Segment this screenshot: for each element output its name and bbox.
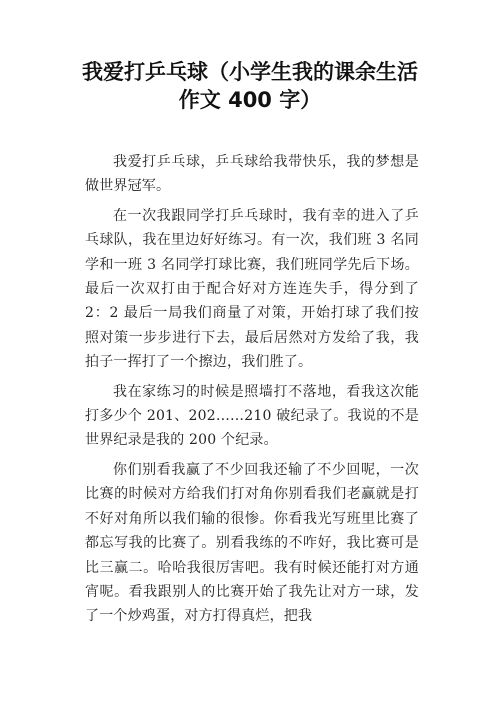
paragraph: 我在家练习的时候是照墙打不落地，看我这次能打多少个 201、202……210 破纪录了。我说的不是世界纪录是我的 200 个纪录。 bbox=[85, 383, 419, 449]
paragraph: 我爱打乒乓球，乒乓球给我带快乐，我的梦想是做世界冠军。 bbox=[85, 154, 419, 195]
article-body bbox=[85, 150, 419, 634]
paragraph: 在一次我跟同学打乒乓球时，我有幸的进入了乒乓球队，我在里边好好练习。有一次，我们班 3 名同学和一班 3 名同学打球比赛，我们班同学先后下场。最后一次双打由于配合好对方连连失手，得分到了 2：2 最后一局我们商量了对策，开始打球了我们按照对策一步步进行下去，最后居然对方发给了我，我拍子一挥打了一个擦边，我们胜了。 bbox=[85, 207, 419, 371]
paragraph: 你们别看我赢了不少回我还输了不少回呢，一次比赛的时候对方给我们打对角你别看我们老赢就是打不好对角所以我们输的很惨。你看我光写班里比赛了都忘写我的比赛了。别看我练的不咋好，我比赛可是比三赢二。哈哈我很厉害吧。我有时候还能打对方通宵呢。看我跟别人的比赛开始了我先让对方一球，发了一个炒鸡蛋，对方打得真烂，把我 bbox=[85, 461, 419, 625]
title-line-1: 我爱打乒乓球（小学生我的课余生活 bbox=[82, 60, 418, 84]
title-line-2: 作文 400 字） bbox=[178, 88, 322, 112]
document-title bbox=[60, 58, 440, 114]
